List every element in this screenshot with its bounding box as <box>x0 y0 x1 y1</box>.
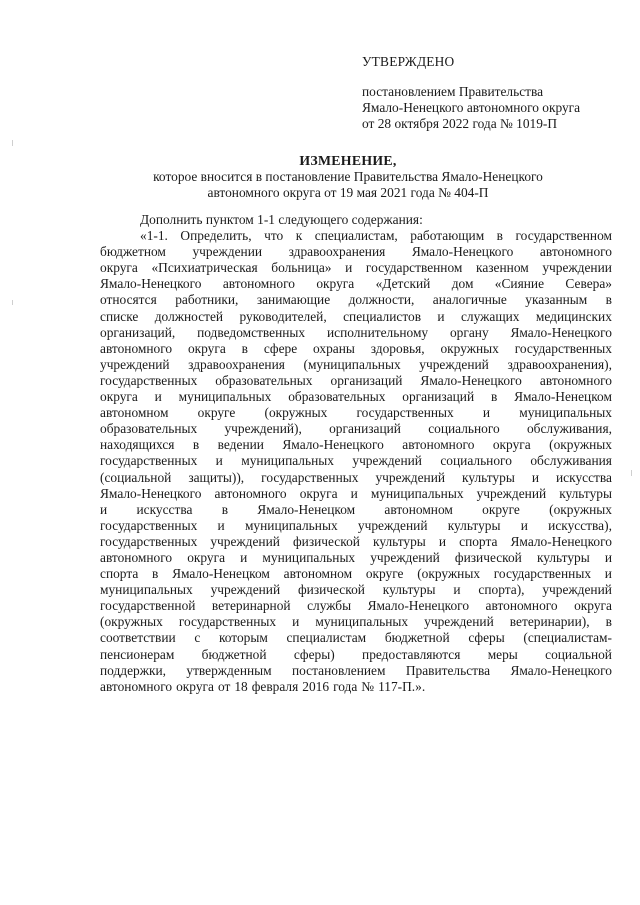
word: больница» <box>271 260 332 276</box>
paragraph-line <box>100 647 612 663</box>
word: автономного <box>100 549 173 565</box>
word: Ямало-Ненецкого <box>420 372 522 388</box>
word: и <box>531 469 539 485</box>
word: Правительства <box>405 662 491 678</box>
word: учреждений <box>357 517 428 533</box>
word: муниципальных <box>262 549 356 565</box>
word: и <box>100 501 108 517</box>
document-title-block <box>80 153 616 201</box>
word: социальной <box>545 646 612 662</box>
word: Ямало-Ненецкого <box>367 598 470 614</box>
paragraph-line-words <box>100 518 612 534</box>
document-subtitle-line: которое вносится в постановление Правительства Ямало-Ненецкого <box>153 169 543 184</box>
paragraph-line <box>100 244 612 260</box>
word: что <box>264 228 284 244</box>
word: (окружных <box>100 614 163 630</box>
word: учреждений <box>419 356 489 372</box>
paragraph-line <box>100 309 612 325</box>
word: учреждений <box>424 614 494 630</box>
paragraph-line-words <box>100 614 612 630</box>
paragraph-line-words <box>100 550 612 566</box>
word: округе <box>197 405 236 421</box>
word: предоставляются <box>362 646 461 662</box>
word: спорта <box>100 566 139 582</box>
word: физической <box>454 549 522 565</box>
word: организаций <box>329 421 401 437</box>
word: в <box>496 228 503 244</box>
word: соответствии <box>100 630 176 646</box>
word: органу <box>449 324 489 340</box>
word: государственных <box>100 453 198 469</box>
word: государственной <box>100 598 196 614</box>
word: округа <box>100 389 138 405</box>
word: муниципальных <box>315 614 409 630</box>
word: государственном <box>515 228 612 244</box>
word: и <box>217 517 225 533</box>
word: защиты)), <box>188 469 245 485</box>
word: округа <box>100 260 138 276</box>
word: и <box>154 389 162 405</box>
paragraph-line-words <box>100 647 612 663</box>
word: Ямало-Ненецком <box>257 501 356 517</box>
paragraph-line <box>100 228 612 244</box>
paragraph-line <box>100 373 612 389</box>
word: которым <box>218 630 268 646</box>
word: физической <box>297 582 365 598</box>
word: меры <box>487 646 518 662</box>
word: муниципальных <box>370 485 464 501</box>
word: служащих <box>460 308 520 324</box>
paragraph-line-words <box>100 325 612 341</box>
word: пенсионерам <box>100 646 175 662</box>
word: и <box>240 549 248 565</box>
word: «Психиатрическая <box>151 260 258 276</box>
word: в <box>221 501 229 517</box>
word: в <box>605 614 612 630</box>
paragraph-line <box>100 292 612 308</box>
word: округа <box>492 437 531 453</box>
word: обслуживания, <box>526 421 612 437</box>
paragraph-line-words <box>140 228 612 244</box>
word: культуры <box>462 469 515 485</box>
word: казенном <box>476 260 529 276</box>
document-body <box>100 212 612 695</box>
paragraph-line <box>100 260 612 276</box>
word: муниципальных <box>244 517 338 533</box>
word: и <box>438 533 447 549</box>
paragraph-line-words <box>100 276 612 292</box>
paragraph-line <box>100 470 612 486</box>
word: Ямало-Ненецком <box>172 566 270 582</box>
word: автономного <box>402 437 475 453</box>
word: ветеринарии), <box>509 614 590 630</box>
word: № <box>361 678 375 694</box>
word: муниципальных <box>178 389 272 405</box>
word: учреждений <box>370 549 440 565</box>
word: округе <box>482 501 520 517</box>
paragraph-line-words <box>100 260 612 276</box>
word: (окружных <box>417 566 481 582</box>
word: округа <box>574 598 612 614</box>
paragraph-line <box>100 550 612 566</box>
paragraph-line <box>100 405 612 421</box>
paragraph-line <box>100 486 612 502</box>
word: «1-1. <box>140 228 168 244</box>
paragraph-line <box>100 518 612 534</box>
word: 117-П.». <box>378 678 426 694</box>
word: специалистов <box>343 308 422 324</box>
word: бюджетном <box>100 244 166 260</box>
word: социального <box>428 421 500 437</box>
word: охраны <box>313 340 355 356</box>
word: искусства <box>556 469 612 485</box>
word: указанным <box>525 292 588 308</box>
word: учреждений <box>100 356 170 372</box>
paragraph-line <box>100 614 612 630</box>
paragraph-line <box>100 389 612 405</box>
word: исполнительному <box>326 324 429 340</box>
word: поддержки, <box>100 662 167 678</box>
paragraph-line-words <box>100 341 612 357</box>
paragraph-line-words <box>100 663 612 679</box>
word: (социальной <box>100 469 172 485</box>
paragraph-line-words <box>100 598 612 614</box>
paragraph-line <box>100 502 612 518</box>
paragraph-line-words <box>100 437 612 453</box>
paragraph-line-words <box>100 389 612 405</box>
word: в <box>152 566 159 582</box>
word: государственных <box>261 469 359 485</box>
word: автономного <box>100 678 173 694</box>
word: и <box>350 485 358 501</box>
word: автономного <box>222 276 295 292</box>
word: 18 <box>234 678 248 694</box>
word: (окружных <box>549 501 612 517</box>
word: организаций <box>402 389 475 405</box>
paragraph-line-words <box>100 244 612 260</box>
word: списке <box>100 308 139 324</box>
paragraph-line-words <box>100 421 612 437</box>
word: Ямало-Ненецкого <box>282 437 384 453</box>
paragraph-line-words <box>100 534 612 550</box>
word: окружных <box>440 340 499 356</box>
word: автономном <box>283 566 353 582</box>
word: государственных <box>100 533 198 549</box>
word: должности, <box>348 292 415 308</box>
word: Ямало-Ненецкого <box>411 244 514 260</box>
intro-sentence: Дополнить пунктом 1-1 следующего содержания: <box>140 212 423 227</box>
approval-heading: УТВЕРЖДЕНО <box>362 54 455 69</box>
paragraph-line <box>100 357 612 373</box>
paragraph-line-words <box>100 357 612 373</box>
word: автономного <box>100 340 173 356</box>
word: здравоохранения), <box>507 356 612 372</box>
word: в <box>241 340 248 356</box>
paragraph-line-words <box>100 630 612 646</box>
word: бюджетной <box>384 630 450 646</box>
word: и <box>520 517 528 533</box>
document-subtitle-line: автономного округа от 19 мая 2021 года № 404-П <box>207 185 489 200</box>
word: учреждении <box>192 244 263 260</box>
word: в <box>490 389 498 405</box>
word: (окружных <box>549 437 612 453</box>
word: и <box>604 549 612 565</box>
word: автономном <box>384 501 453 517</box>
word: организаций, <box>100 324 176 340</box>
word: государственных <box>514 340 612 356</box>
word: Ямало-Ненецкого <box>510 533 612 549</box>
word: утвержденным <box>186 662 272 678</box>
word: учреждений <box>476 485 547 501</box>
word: и <box>215 453 223 469</box>
word: учреждений <box>352 453 422 469</box>
word: находящихся <box>100 437 175 453</box>
paragraph-line <box>100 437 612 453</box>
word: учреждений <box>542 582 612 598</box>
paragraph-line-words <box>100 470 612 486</box>
word: «Детский <box>375 276 431 292</box>
paragraph-line <box>100 421 612 437</box>
word: специалистам <box>286 630 367 646</box>
word: и <box>453 582 461 598</box>
paragraph-line <box>100 534 612 550</box>
word: дом <box>451 276 474 292</box>
word: учреждений), <box>224 421 302 437</box>
word: занимающие <box>256 292 331 308</box>
word: специалистам, <box>314 228 398 244</box>
paragraph-line-words <box>100 453 612 469</box>
word: Ямало-Ненецкого <box>510 324 612 340</box>
word: службы <box>307 598 352 614</box>
paragraph-line-words <box>100 309 612 325</box>
word: округа <box>316 276 355 292</box>
word: к <box>295 228 303 244</box>
word: (окружных <box>264 405 328 421</box>
document-title: ИЗМЕНЕНИЕ, <box>299 153 397 168</box>
word: культуры <box>447 517 501 533</box>
word: автономного <box>539 372 612 388</box>
word: физической <box>293 533 360 549</box>
word: (специалистам- <box>523 630 612 646</box>
word: муниципальных <box>100 582 193 598</box>
word: округа <box>299 485 338 501</box>
paragraph-line <box>100 663 612 679</box>
word: образовательных <box>100 421 198 437</box>
word: искусства <box>136 501 193 517</box>
word: учреждении <box>542 260 612 276</box>
approval-line: от 28 октября 2022 года № 1019-П <box>362 116 558 131</box>
word: Ямало-Ненецкого <box>100 485 202 501</box>
word: 2016 <box>302 678 330 694</box>
word: сферы) <box>293 646 335 662</box>
word: здоровья, <box>370 340 425 356</box>
word: с <box>194 630 201 646</box>
paragraph-line-words <box>100 405 612 421</box>
word: государственных <box>100 372 198 388</box>
paragraph-line-words <box>100 582 612 598</box>
word: и <box>482 405 491 421</box>
word: ветеринарной <box>211 598 291 614</box>
word: и <box>437 308 445 324</box>
word: образовательных <box>215 372 313 388</box>
paragraph-line <box>100 325 612 341</box>
paragraph-line <box>100 679 612 695</box>
word: социального <box>440 453 512 469</box>
word: округа <box>187 549 226 565</box>
approval-line: постановлением Правительства <box>362 84 544 99</box>
paragraph-line-words <box>100 486 612 502</box>
word: государственных <box>178 614 277 630</box>
word: государственных <box>356 405 454 421</box>
word: февраля <box>251 678 299 694</box>
word: искусства), <box>548 517 612 533</box>
word: округа <box>176 678 214 694</box>
amendment-paragraph <box>100 228 612 695</box>
word: аналогичные <box>432 292 507 308</box>
word: бюджетной <box>201 646 267 662</box>
paragraph-line-words <box>100 502 612 518</box>
word: муниципальных <box>241 453 334 469</box>
word: в <box>192 437 200 453</box>
paragraph-line-words <box>100 566 612 582</box>
word: постановлением <box>291 662 386 678</box>
word: (муниципальных <box>303 356 401 372</box>
approval-stamp <box>362 54 622 132</box>
word: государственных <box>100 517 198 533</box>
word: спорта), <box>478 582 525 598</box>
paragraph-line <box>100 453 612 469</box>
word: работники, <box>175 292 239 308</box>
word: государственных <box>493 566 592 582</box>
word: здравоохранения <box>188 356 285 372</box>
word: культуры <box>373 533 426 549</box>
word: спорта <box>459 533 498 549</box>
word: учреждений <box>210 582 281 598</box>
word: здравоохранения <box>288 244 386 260</box>
paragraph-line-words <box>100 679 612 695</box>
paragraph-line-words <box>100 373 612 389</box>
approval-line: Ямало-Ненецкого автономного округа <box>362 100 581 115</box>
word: подведомственных <box>197 324 306 340</box>
word: руководителей, <box>239 308 327 324</box>
paragraph-line-words <box>100 292 612 308</box>
word: округе <box>365 566 404 582</box>
word: от <box>217 678 231 694</box>
word: года <box>333 678 358 694</box>
word: обслуживания <box>530 453 612 469</box>
word: образовательных <box>288 389 386 405</box>
word: культуры <box>559 485 612 501</box>
word: ведении <box>217 437 264 453</box>
paragraph-line <box>100 630 612 646</box>
paragraph-line <box>100 566 612 582</box>
paragraph-line <box>100 341 612 357</box>
word: сферы <box>468 630 505 646</box>
word: Севера» <box>565 276 612 292</box>
word: культуры <box>536 549 590 565</box>
word: автономного <box>214 485 287 501</box>
word: работающим <box>410 228 485 244</box>
word: учреждений <box>210 533 280 549</box>
word: и <box>292 614 300 630</box>
paragraph-line <box>100 598 612 614</box>
word: и <box>345 260 353 276</box>
word: должностей <box>154 308 224 324</box>
word: государственном <box>365 260 463 276</box>
word: организаций <box>330 372 403 388</box>
word: учреждений <box>375 469 446 485</box>
paragraph-line <box>100 582 612 598</box>
word: сфере <box>263 340 298 356</box>
word: Определить, <box>180 228 252 244</box>
word: и <box>604 566 612 582</box>
scan-margin-mark <box>12 300 13 305</box>
word: культуры <box>382 582 436 598</box>
word: медицинских <box>535 308 612 324</box>
word: в <box>605 292 612 308</box>
word: муниципальных <box>519 405 612 421</box>
word: Ямало-Ненецкого <box>510 662 612 678</box>
word: Ямало-Ненецкого <box>100 276 202 292</box>
word: Ямало-Ненецком <box>514 389 612 405</box>
word: автономного <box>539 244 612 260</box>
word: автономном <box>100 405 169 421</box>
word: относятся <box>100 292 157 308</box>
paragraph-line <box>100 276 612 292</box>
word: округа <box>187 340 226 356</box>
word: «Сияние <box>494 276 545 292</box>
word: автономного <box>485 598 558 614</box>
scan-margin-mark <box>631 470 632 476</box>
scan-margin-mark <box>12 140 13 146</box>
